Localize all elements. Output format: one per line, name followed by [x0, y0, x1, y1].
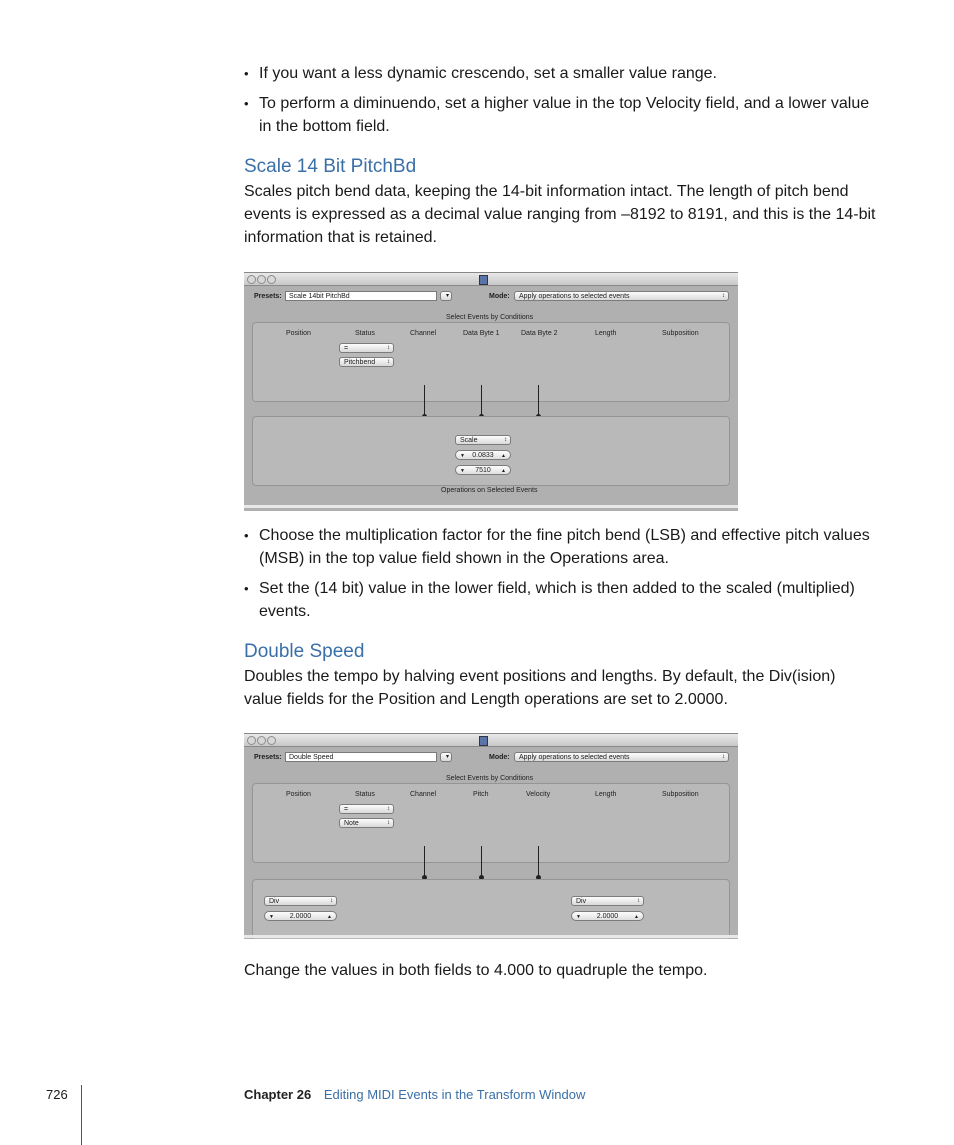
length-operation-value: Div: [576, 898, 587, 905]
zoom-icon: [267, 275, 276, 284]
transform-window-screenshot: [244, 272, 738, 511]
window-bottom-edge: [244, 935, 738, 938]
column-velocity: Velocity: [526, 791, 551, 798]
bullet-text: Set the (14 bit) value in the lower field, which is then added to the scaled (multiplied) events.: [259, 580, 855, 620]
mode-select: Apply operations to selected events ↕: [514, 752, 729, 762]
column-channel: Channel: [410, 330, 437, 337]
transform-window-screenshot: [244, 733, 738, 939]
column-length: Length: [595, 791, 617, 798]
operations-panel: [252, 879, 730, 939]
bullet-text: If you want a less dynamic crescendo, set a smaller value range.: [259, 65, 717, 82]
section-heading: Double Speed: [244, 641, 365, 662]
column-channel: Channel: [410, 791, 437, 798]
length-value: 2.0000: [596, 913, 619, 920]
status-value-select: Note ↕: [339, 818, 394, 828]
mode-label: Mode:: [489, 293, 510, 300]
close-icon: [247, 275, 256, 284]
status-value: Pitchbend: [344, 359, 376, 366]
operation-value: Scale: [460, 437, 478, 444]
zoom-icon: [267, 736, 276, 745]
close-icon: [247, 736, 256, 745]
column-status: Status: [355, 791, 375, 798]
position-value-field: ▼ 2.0000 ▲: [264, 911, 337, 921]
select-conditions-title: Select Events by Conditions: [446, 775, 534, 782]
column-pitch: Pitch: [473, 791, 489, 798]
window-icon: [479, 275, 488, 285]
presets-label: Presets:: [254, 754, 282, 761]
mode-label: Mode:: [489, 754, 510, 761]
section-heading: Scale 14 Bit PitchBd: [244, 156, 417, 177]
section-paragraph: Doubles the tempo by halving event positions and lengths. By default, the Div(ision) value fields for the Position and Length operations are set to 2.0000.: [244, 668, 836, 708]
page-number: 726: [46, 1087, 68, 1102]
operation-select: Scale ↕: [455, 435, 511, 445]
bullet-text: To perform a diminuendo, set a higher value in the top Velocity field, and a lower value in the bottom field.: [259, 95, 870, 135]
footer-divider: [81, 1085, 82, 1145]
length-value-field: ▼ 2.0000 ▲: [571, 911, 644, 921]
status-operator-value: =: [344, 806, 349, 813]
operations-title: Operations on Selected Events: [441, 487, 538, 494]
presets-menu-button: ▾: [440, 291, 452, 301]
column-subposition: Subposition: [662, 791, 699, 798]
operation-value-field-2: ▼ 7510 ▲: [455, 465, 511, 475]
footer-chapter: [244, 1087, 585, 1102]
mode-value: Apply operations to selected events: [519, 754, 630, 761]
position-value: 2.0000: [289, 913, 312, 920]
column-data-byte-2: Data Byte 2: [521, 330, 558, 337]
presets-label: Presets:: [254, 293, 282, 300]
status-operator-value: =: [344, 345, 349, 352]
presets-menu-button: ▾: [440, 752, 452, 762]
window-icon: [479, 736, 488, 746]
bullet-dot: •: [244, 581, 249, 596]
select-conditions-title: Select Events by Conditions: [446, 314, 534, 321]
status-value-select: Pitchbend ↕: [339, 357, 394, 367]
column-subposition: Subposition: [662, 330, 699, 337]
minimize-icon: [257, 275, 266, 284]
status-operator-select: = ↕: [339, 343, 394, 353]
operation-value-2: 7510: [475, 467, 491, 474]
bullet-dot: •: [244, 66, 249, 81]
window-titlebar: [244, 273, 738, 286]
mode-value: Apply operations to selected events: [519, 293, 630, 300]
chapter-number: Chapter 26: [244, 1087, 312, 1102]
column-status: Status: [355, 330, 375, 337]
conditions-panel: [252, 783, 730, 863]
column-position: Position: [286, 791, 311, 798]
window-bottom-edge: [244, 505, 738, 508]
status-value: Note: [344, 820, 359, 827]
operation-value-1: 0.0833: [472, 452, 494, 459]
presets-field: Scale 14bit PitchBd: [285, 291, 437, 301]
bullet-text: Choose the multiplication factor for the fine pitch bend (LSB) and effective pitch values (MSB) in the top value field shown in the Operations area.: [259, 527, 870, 567]
closing-paragraph: Change the values in both fields to 4.000 to quadruple the tempo.: [244, 962, 708, 979]
window-titlebar: [244, 734, 738, 747]
column-data-byte-1: Data Byte 1: [463, 330, 500, 337]
bullet-dot: •: [244, 96, 249, 111]
status-operator-select: = ↕: [339, 804, 394, 814]
mode-select: Apply operations to selected events ↕: [514, 291, 729, 301]
length-operation-select: Div ↕: [571, 896, 644, 906]
chapter-title: Editing MIDI Events in the Transform Window: [323, 1087, 586, 1102]
bullet-dot: •: [244, 528, 249, 543]
column-position: Position: [286, 330, 311, 337]
operation-value-field-1: ▼ 0.0833 ▲: [455, 450, 511, 460]
column-length: Length: [595, 330, 617, 337]
position-operation-select: Div ↕: [264, 896, 337, 906]
position-operation-value: Div: [269, 898, 280, 905]
presets-field: Double Speed: [285, 752, 437, 762]
section-paragraph: Scales pitch bend data, keeping the 14-bit information intact. The length of pitch bend events is expressed as a decimal value ranging from –8192 to 8191, and this is the 14-bit information that is retained.: [244, 183, 876, 246]
minimize-icon: [257, 736, 266, 745]
